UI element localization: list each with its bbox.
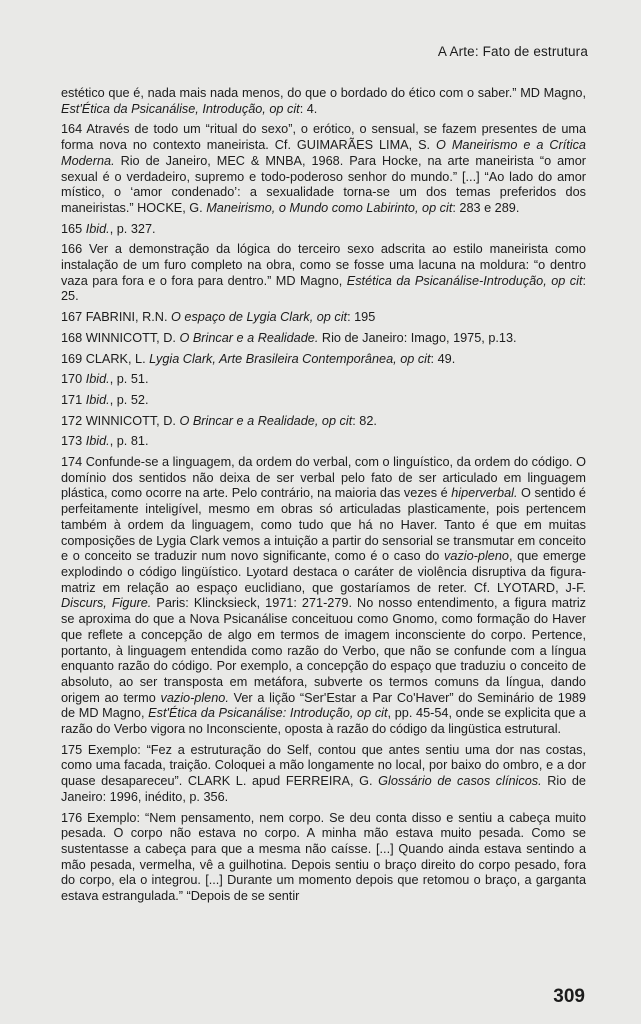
footnote-italic-text: vazio-pleno. (160, 690, 229, 705)
footnote-italic-text: Glossário de casos clínicos. (378, 774, 542, 789)
footnote-text: , p. 52. (109, 392, 149, 407)
footnote-text: , pp. 45-54, onde se explicita que a razão do Verbo vigora no Inconsciente, oposta à razão do código da lingüstica estrutural. (61, 706, 586, 737)
running-header: A Arte: Fato de estrutura (437, 44, 588, 59)
footnote-italic-text: vazio-pleno (444, 549, 509, 564)
footnote-text: , p. 327. (109, 221, 156, 236)
footnote (61, 331, 586, 347)
footnote-italic-text: O Brincar e a Realidade, op cit (179, 413, 353, 428)
footnote (61, 372, 586, 388)
footnote (61, 310, 586, 326)
footnote (61, 455, 586, 738)
footnote-text: 173 (61, 434, 86, 449)
footnote-italic-text: Lygia Clark, Arte Brasileira Contemporânea, op cit (149, 351, 431, 366)
footnote (61, 222, 586, 238)
footnote (61, 434, 586, 450)
footnote-text: : 4. (299, 101, 318, 116)
footnote (61, 242, 586, 305)
page-number: 309 (553, 986, 585, 1007)
footnote-text: : 283 e 289. (452, 200, 520, 215)
footnote-text: : 49. (430, 351, 456, 366)
footnote-italic-text: Ibid. (85, 392, 110, 407)
footnote (61, 743, 586, 806)
footnote-italic-text: Ibid. (85, 372, 110, 387)
footnote (61, 414, 586, 430)
footnote (61, 352, 586, 368)
footnote-italic-text: Est'Ética da Psicanálise: Introdução, op cit (148, 706, 388, 721)
footnote-italic-text: Discurs, Figure. (61, 596, 152, 611)
footnote-italic-text: O Maneirismo e a Crítica Moderna. (61, 138, 586, 168)
footnote-text: 166 Ver a demonstração da lógica do terceiro sexo adscrita ao estilo maneirista como instalação de um furo completo na obra, como se fosse uma lacuna na moldura: “o dentro vaza para fora e o fora para dentro.” MD Magno, (61, 242, 586, 288)
footnote-italic-text: Maneirismo, o Mundo como Labirinto, op cit (206, 200, 453, 215)
footnote-text: 171 (61, 392, 86, 407)
footnote-text: , p. 81. (109, 434, 149, 449)
footnote-text: , p. 51. (109, 372, 149, 387)
footnote (61, 393, 586, 409)
footnote-italic-text: O espaço de Lygia Clark, op cit (171, 310, 348, 325)
footnote-text: 169 CLARK, L. (61, 351, 150, 366)
footnote-text: : 25. (61, 273, 586, 304)
footnote-text: 168 WINNICOTT, D. (61, 330, 180, 345)
footnote-text: Paris: Klincksieck, 1971: 271-279. No nosso entendimento, a figura matriz se aproxima do que a Nova Psicanálise conceituou como Gnomo, como formação do Haver que reflete a concepção de algo em termos de imagem inconsciente do corpo. Pertence, portanto, à linguagem entendida como razão do Verbo, que não se confunde com a língua enquanto razão do código. Por exemplo, a concepção do espaço que traduziu o conceito de absoluto, ao ser transposta em metáfora, subverte os termos comuns da língua, dando origem ao termo (61, 596, 586, 705)
footnote-italic-text: Ibid. (85, 221, 110, 236)
footnote-text: Rio de Janeiro, MEC & MNBA, 1968. Para Hocke, na arte maneirista “o amor sexual é o verdadeiro, supremo e todo-poderoso senhor do mundo.” [...] “Ao lado do amor místico, o ‘amor condenado’: a sexualidade torna-se um dos temas preferidos dos maneiristas.” HOCKE, G. (61, 153, 586, 215)
footnote (61, 122, 586, 216)
footnote-text: O sentido é perfeitamente inteligível, mesmo em obras só articuladas plasticamente, pois pertencem também à ordem da linguagem, como tudo que há no Haver. Tanto é que em muitas composições de Lygia Clark vemos a intuição a partir do sensorial se transmutar em conceito e o conceito se traduzir num novo significante, como é o caso do (61, 486, 586, 564)
footnote-text: Ver a lição “Ser'Estar a Par Co'Haver” do Seminário de 1989 de MD Magno, (61, 690, 586, 721)
footnote-text: , que emerge explodindo o código lingüístico. Lyotard destaca o caráter de violência disruptiva da figura-matriz em relação ao espaço euclidiano, que gostaríamos de reter. Cf. LYOTARD, J-F. (61, 549, 586, 595)
footnote-italic-text: Ibid. (85, 434, 110, 449)
footnote-text: : 82. (352, 413, 377, 428)
footnotes-block (61, 86, 586, 910)
footnote (61, 86, 586, 117)
footnote-text: Rio de Janeiro: Imago, 1975, p.13. (318, 330, 517, 345)
footnote-text: 176 Exemplo: “Nem pensamento, nem corpo. Se deu conta disso e sentiu a cabeça muito pesada. O corpo não estava no corpo. A minha mão estava muito pesada. Como se sustentasse a cabeça para que a mesma não caísse. [...] Quando ainda estava sentindo a mão pesada, vermelha, vê a guilhotina. Depois sentiu o braço direito do corpo pesado, fora do corpo, ela o integrou. [...] Durante um momento depois que retomou o braço, a garganta estava estrangulada.” “Depois de se sentir (61, 810, 586, 904)
footnote-text: estético que é, nada mais nada menos, do que o bordado do ético com o saber.” MD Magno, (61, 86, 586, 100)
footnote-italic-text: Estética da Psicanálise-Introdução, op cit (346, 273, 583, 288)
footnote-text: 164 Através de todo um “ritual do sexo”, o erótico, o sensual, se fazem presentes de uma forma nova no contexto maneirista. Cf. GUIMARÃES LIMA, S. (61, 122, 586, 153)
footnote (61, 811, 586, 905)
footnote-text: 175 Exemplo: “Fez a estruturação do Self, contou que antes sentiu uma dor nas costas, como uma facada, traição. Coloquei a mão longamente no local, por baixo do ombro, e a dor quase desapareceu”. CLARK L. apud FERREIRA, G. (61, 742, 586, 789)
footnote-text: 170 (61, 372, 86, 387)
footnote-text: 167 FABRINI, R.N. (61, 310, 171, 325)
footnote-italic-text: hiperverbal. (451, 486, 518, 501)
footnote-italic-text: Est'Ética da Psicanálise, Introdução, op cit (61, 101, 300, 116)
footnote-text: : 195 (347, 310, 376, 325)
footnote-text: Rio de Janeiro: 1996, inédito, p. 356. (61, 774, 586, 804)
footnote-text: 165 (61, 221, 86, 236)
footnote-text: 172 WINNICOTT, D. (61, 413, 180, 428)
footnote-text: 174 Confunde-se a linguagem, da ordem do verbal, com o linguístico, da ordem do código. O domínio dos sentidos não deixa de ser verbal pelo fato de ser articulado em linguagem plástica, como ocorre na arte. Pelo contrário, na maioria das vezes é (61, 455, 586, 501)
footnote-italic-text: O Brincar e a Realidade. (179, 330, 319, 345)
